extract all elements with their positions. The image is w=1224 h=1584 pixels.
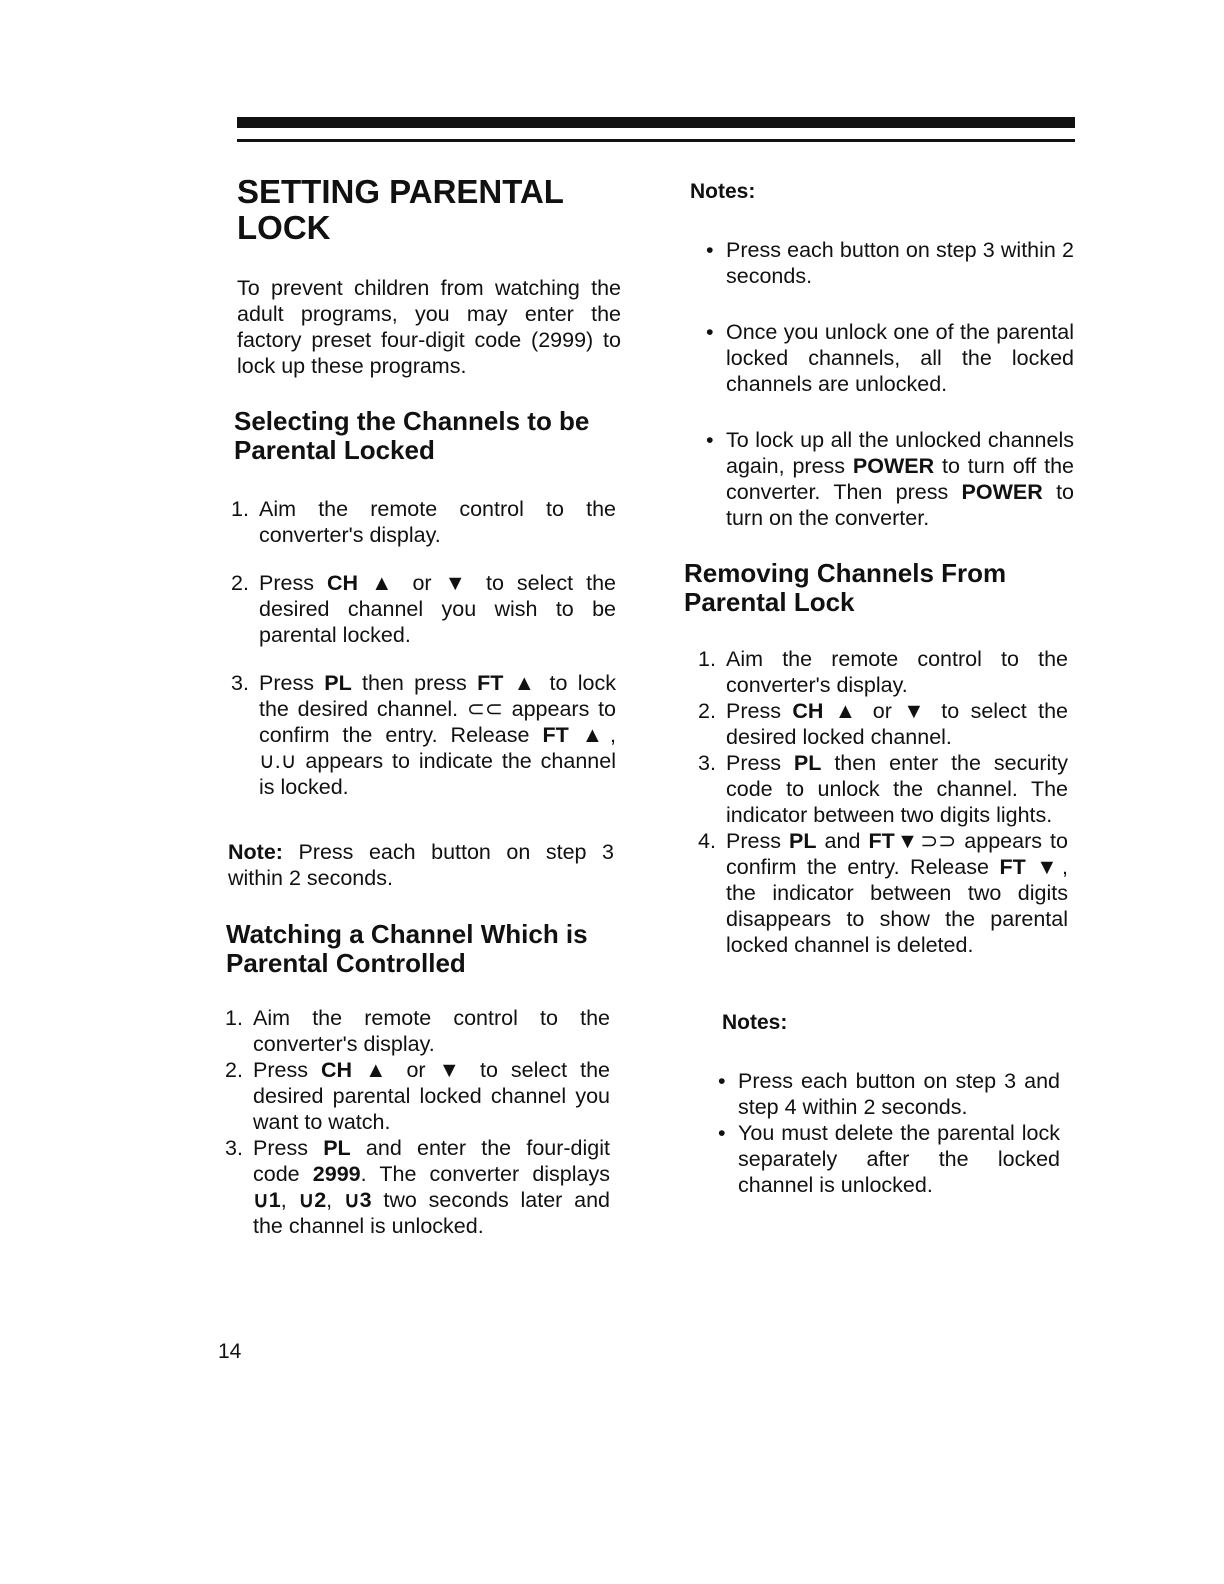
bold-text: PL <box>789 829 817 853</box>
step-number: 3. <box>698 751 716 775</box>
text: to lock the desired channel. ⊂⊂ appears to confirm the entry. Release <box>259 671 616 747</box>
step-number: 3. <box>231 671 249 695</box>
text: , <box>326 1188 344 1212</box>
note-item <box>718 1120 1060 1198</box>
text: , ∪.∪ appears to indicate the channel is locked. <box>259 723 616 799</box>
step-item <box>698 828 1068 958</box>
text: Press each button on step 3 within 2 seconds. <box>726 238 1074 288</box>
bold-text: ▼ <box>438 1058 467 1082</box>
step-number: 1. <box>225 1006 243 1030</box>
section-heading-removing: Removing Channels From Parental Lock <box>684 558 1007 617</box>
bold-text: CH ▲ <box>327 571 400 595</box>
text: , the indicator between two digits disappears to show the parental locked channel is deleted. <box>726 855 1068 957</box>
bold-text: ∪1 <box>253 1188 281 1212</box>
text: Aim the remote control to the converter's display. <box>726 647 1068 697</box>
step-item <box>231 670 616 800</box>
bold-text: FT▼ <box>868 829 921 853</box>
bold-text: FT ▼ <box>999 855 1063 879</box>
intro-paragraph <box>237 275 621 379</box>
bullet-icon: • <box>706 428 714 452</box>
text: to turn on the converter. <box>726 480 1075 530</box>
bold-text: CH ▲ <box>792 699 862 723</box>
text: . The converter displays <box>360 1162 610 1186</box>
text: ⊃⊃ appears to confirm the entry. Release <box>726 829 1068 879</box>
bold-text: PL <box>324 671 352 695</box>
bold-text: ▼ <box>444 571 473 595</box>
notes-label-2: Notes: <box>722 1011 788 1034</box>
text: Aim the remote control to the converter's display. <box>253 1006 610 1056</box>
text: Press <box>253 1136 324 1160</box>
text: or <box>861 699 904 723</box>
note-item <box>706 427 1074 531</box>
text: and <box>816 829 869 853</box>
text: or <box>399 571 445 595</box>
text: Press <box>259 571 327 595</box>
text: Aim the remote control to the converter's display. <box>259 497 616 547</box>
step-item <box>225 1005 610 1057</box>
step-item <box>231 496 616 548</box>
bullet-icon: • <box>718 1121 726 1145</box>
step-number: 2. <box>698 699 716 723</box>
selecting-note <box>228 839 614 891</box>
step-item <box>225 1135 610 1239</box>
bullet-icon: • <box>706 238 714 262</box>
notes-label-1: Notes: <box>690 180 756 203</box>
notes-list-2 <box>718 1068 1060 1198</box>
text: or <box>393 1058 439 1082</box>
text: Press each button on step 3 and step 4 within 2 seconds. <box>738 1069 1060 1119</box>
notes-list-1 <box>706 237 1074 561</box>
note-item <box>718 1068 1060 1120</box>
bold-text: PL <box>793 751 822 775</box>
text: to select the desired channel you wish to be parental locked. <box>259 571 617 647</box>
bold-text: ∪3 <box>343 1188 372 1212</box>
note-item <box>706 319 1074 397</box>
step-number: 3. <box>225 1136 243 1160</box>
text: You must delete the parental lock separately after the locked channel is unlocked. <box>738 1121 1060 1197</box>
step-number: 1. <box>698 647 716 671</box>
selecting-steps <box>231 496 616 822</box>
text: then press <box>351 671 478 695</box>
step-item <box>698 646 1068 698</box>
bold-text: 2999 <box>312 1162 361 1186</box>
step-number: 2. <box>225 1058 243 1082</box>
watching-steps <box>225 1005 610 1239</box>
section-heading-selecting: Selecting the Channels to be Parental Locked <box>234 406 590 465</box>
note-item <box>706 237 1074 289</box>
text: to select the desired parental locked channel you want to watch. <box>253 1058 611 1134</box>
bold-text: FT ▲ <box>477 671 540 695</box>
text: Press <box>726 699 793 723</box>
bold-text: Note: <box>228 840 283 864</box>
section-heading-watching: Watching a Channel Which is Parental Controlled <box>226 919 588 978</box>
bold-text: PL <box>323 1136 351 1160</box>
step-item <box>231 570 616 648</box>
text: , <box>280 1188 299 1212</box>
text: to turn off the converter. Then press <box>726 454 1074 504</box>
text: Press each button on step 3 within 2 seconds. <box>228 840 614 890</box>
header-rule-thick <box>237 117 1075 128</box>
text: Press <box>726 829 790 853</box>
step-item <box>225 1057 610 1135</box>
bold-text: CH ▲ <box>321 1058 394 1082</box>
text: Press <box>253 1058 321 1082</box>
bullet-icon: • <box>706 320 714 344</box>
bold-text: ▼ <box>903 699 930 723</box>
text: then enter the security code to unlock the channel. The indicator between two digits lights. <box>726 751 1068 827</box>
bullet-icon: • <box>718 1069 726 1093</box>
page-title: SETTING PARENTAL LOCK <box>237 173 564 246</box>
text: Press <box>726 751 794 775</box>
bold-text: POWER <box>852 454 935 478</box>
text: To lock up all the unlocked channels again, press <box>726 428 1074 478</box>
header-rule-thin <box>237 139 1075 142</box>
text: two seconds later and the channel is unlocked. <box>253 1188 610 1238</box>
bold-text: POWER <box>961 480 1043 504</box>
text: Once you unlock one of the parental locked channels, all the locked channels are unlocked. <box>726 320 1074 396</box>
text: To prevent children from watching the adult programs, you may enter the factory preset four-digit code (2999) to lock up these programs. <box>237 276 621 378</box>
bold-text: FT ▲ <box>542 723 611 747</box>
step-number: 4. <box>698 829 716 853</box>
step-number: 1. <box>231 497 249 521</box>
removing-steps <box>698 646 1068 958</box>
page-number: 14 <box>218 1340 242 1363</box>
step-item <box>698 698 1068 750</box>
text: to select the desired locked channel. <box>726 699 1069 749</box>
text: Press <box>259 671 325 695</box>
text: and enter the four-digit code <box>253 1136 610 1186</box>
bold-text: ∪2 <box>298 1188 327 1212</box>
step-item <box>698 750 1068 828</box>
step-number: 2. <box>231 571 249 595</box>
